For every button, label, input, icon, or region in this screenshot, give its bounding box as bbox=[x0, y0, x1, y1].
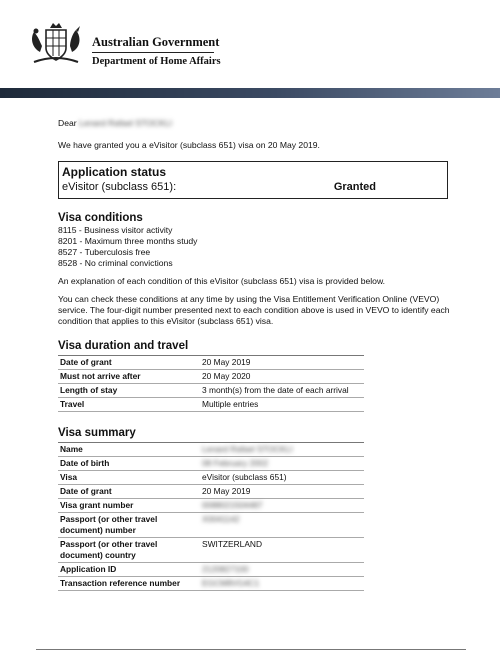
government-title: Australian Government bbox=[92, 35, 220, 49]
table-row bbox=[58, 538, 364, 563]
table-row bbox=[58, 563, 364, 577]
row-value: 3 month(s) from the date of each arrival bbox=[200, 384, 364, 398]
table-row bbox=[58, 499, 364, 513]
row-label: Application ID bbox=[58, 563, 200, 577]
row-value: 20 May 2020 bbox=[200, 370, 364, 384]
status-visa-label: eVisitor (subclass 651): bbox=[62, 181, 177, 193]
row-value: Multiple entries bbox=[200, 398, 364, 412]
row-label: Date of grant bbox=[58, 356, 200, 370]
redacted-value: EGCM8VG4C1 bbox=[200, 577, 364, 591]
visa-conditions-list bbox=[58, 225, 450, 269]
coat-of-arms-icon bbox=[26, 22, 86, 66]
letter-body bbox=[58, 118, 450, 591]
application-status-box bbox=[58, 161, 448, 199]
row-value: eVisitor (subclass 651) bbox=[200, 471, 364, 485]
application-status-title: Application status bbox=[62, 165, 167, 179]
row-label: Passport (or other travel document) country bbox=[58, 538, 200, 563]
row-label: Visa bbox=[58, 471, 200, 485]
table-row bbox=[58, 513, 364, 538]
status-badge: Granted bbox=[333, 181, 376, 193]
row-label: Date of grant bbox=[58, 485, 200, 499]
salutation-word: Dear bbox=[58, 118, 77, 128]
row-value: 20 May 2019 bbox=[200, 356, 364, 370]
department-title: Department of Home Affairs bbox=[92, 56, 221, 67]
letterhead bbox=[0, 0, 500, 94]
row-label: Passport (or other travel document) number bbox=[58, 513, 200, 538]
title-divider bbox=[92, 52, 214, 53]
header-band bbox=[0, 88, 500, 98]
list-item: 8115 - Business visitor activity bbox=[58, 225, 173, 235]
table-row bbox=[58, 356, 364, 370]
visa-summary-title: Visa summary bbox=[58, 426, 364, 443]
conditions-explanation: An explanation of each condition of this eVisitor (subclass 651) visa is provided below. bbox=[58, 276, 386, 286]
visa-summary-table bbox=[58, 443, 364, 591]
row-label: Visa grant number bbox=[58, 499, 200, 513]
row-label: Transaction reference number bbox=[58, 577, 200, 591]
vevo-paragraph: You can check these conditions at any time by using the Visa Entitlement Verification Online (VEVO) service. The four-digit number presented next to each condition above is used in VEVO to identify each condition that applies to this eVisitor (subclass 651) visa. bbox=[58, 294, 450, 326]
table-row bbox=[58, 370, 364, 384]
row-label: Length of stay bbox=[58, 384, 200, 398]
application-status-row bbox=[62, 180, 440, 195]
list-item: 8528 - No criminal convictions bbox=[58, 258, 173, 268]
row-value: SWITZERLAND bbox=[200, 538, 364, 563]
grant-intro: We have granted you a eVisitor (subclass 651) visa on 20 May 2019. bbox=[58, 140, 320, 150]
redacted-value: X0041142 bbox=[200, 513, 364, 538]
row-value: 20 May 2019 bbox=[200, 485, 364, 499]
redacted-value: Lenard Rafael STOCKLI bbox=[200, 443, 364, 457]
table-row bbox=[58, 471, 364, 485]
redacted-value: 0088021504487 bbox=[200, 499, 364, 513]
visa-duration-table bbox=[58, 356, 364, 412]
row-label: Travel bbox=[58, 398, 200, 412]
table-row bbox=[58, 457, 364, 471]
table-row bbox=[58, 443, 364, 457]
table-row bbox=[58, 384, 364, 398]
table-row bbox=[58, 398, 364, 412]
visa-duration-title: Visa duration and travel bbox=[58, 339, 364, 356]
salutation bbox=[58, 118, 450, 129]
list-item: 8527 - Tuberculosis free bbox=[58, 247, 151, 257]
visa-conditions-title: Visa conditions bbox=[58, 212, 143, 224]
recipient-name: Lenard Rafael STOCKLI bbox=[79, 118, 173, 128]
list-item: 8201 - Maximum three months study bbox=[58, 236, 198, 246]
redacted-value: 2120827100 bbox=[200, 563, 364, 577]
redacted-value: 08 February 2002 bbox=[200, 457, 364, 471]
table-row bbox=[58, 577, 364, 591]
table-row bbox=[58, 485, 364, 499]
row-label: Date of birth bbox=[58, 457, 200, 471]
row-label: Name bbox=[58, 443, 200, 457]
row-label: Must not arrive after bbox=[58, 370, 200, 384]
